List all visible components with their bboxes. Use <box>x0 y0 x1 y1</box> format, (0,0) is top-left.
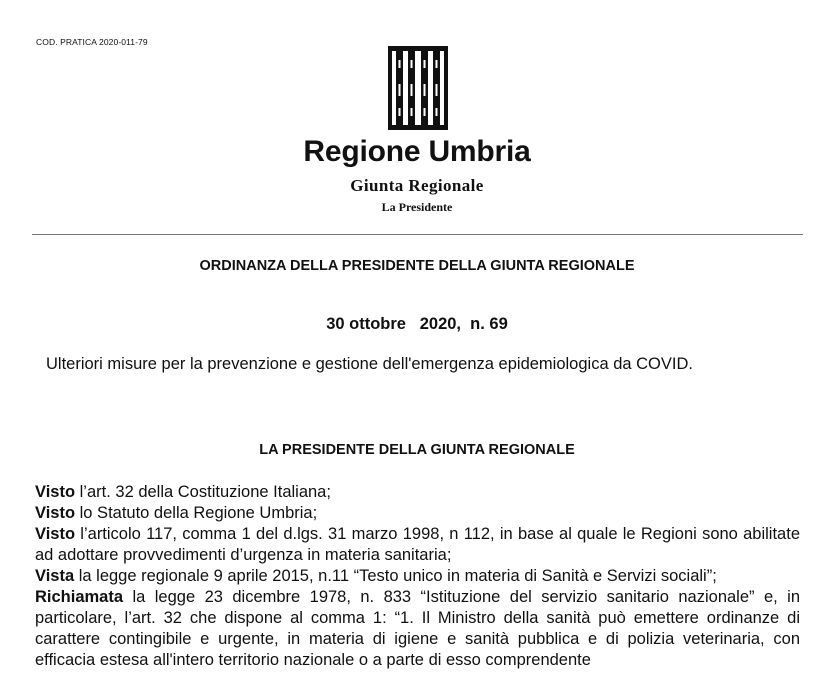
recital-text: l’articolo 117, comma 1 del d.lgs. 31 marzo 1998, n 112, in base al quale le Regioni sono abilitate ad adottare provvedimenti d’urgenza in materia sanitaria; <box>35 525 800 564</box>
recital-text: la legge regionale 9 aprile 2015, n.11 “Testo unico in materia di Sanità e Servizi sociali”; <box>74 567 717 585</box>
recital-text: lo Statuto della Regione Umbria; <box>75 504 318 522</box>
recital-lead: Visto <box>35 504 76 522</box>
section-heading: LA PRESIDENTE DELLA GIUNTA REGIONALE <box>259 442 575 458</box>
ordinance-date-number: 30 ottobre 2020, n. 69 <box>326 315 508 333</box>
header-divider <box>32 234 803 235</box>
recital-text: l’art. 32 della Costituzione Italiana; <box>75 483 331 501</box>
recital-paragraph <box>35 587 800 671</box>
council-name: Giunta Regionale <box>350 176 484 195</box>
office-name: La Presidente <box>381 200 453 214</box>
ordinance-subject: Ulteriori misure per la prevenzione e gestione dell'emergenza epidemiologica da COVID. <box>46 355 693 373</box>
practice-code: COD. PRATICA 2020-011-79 <box>36 37 148 47</box>
region-name: Regione Umbria <box>303 135 531 168</box>
ordinance-heading: ORDINANZA DELLA PRESIDENTE DELLA GIUNTA REGIONALE <box>199 258 635 274</box>
recital-lead: Visto <box>35 525 76 543</box>
recital-lead: Visto <box>35 483 76 501</box>
recital-paragraph <box>35 566 800 587</box>
recitals <box>35 482 800 671</box>
recital-lead: Vista <box>35 567 75 585</box>
recital-text: la legge 23 dicembre 1978, n. 833 “Istituzione del servizio sanitario nazionale” e, in particolare, l’art. 32 che dispone al comma 1: “1. Il Ministro della sanità può emettere ordinanze di carattere contingibile e urgente, in materia di igiene e sanità pubblica e di polizia veterinaria, con efficacia estesa all'intero territorio nazionale o a parte di esso comprendente <box>35 588 800 669</box>
recital-paragraph <box>35 503 800 524</box>
region-emblem-logo <box>387 44 449 132</box>
recital-lead: Richiamata <box>35 588 124 606</box>
recital-paragraph <box>35 482 800 503</box>
recital-paragraph <box>35 524 800 566</box>
